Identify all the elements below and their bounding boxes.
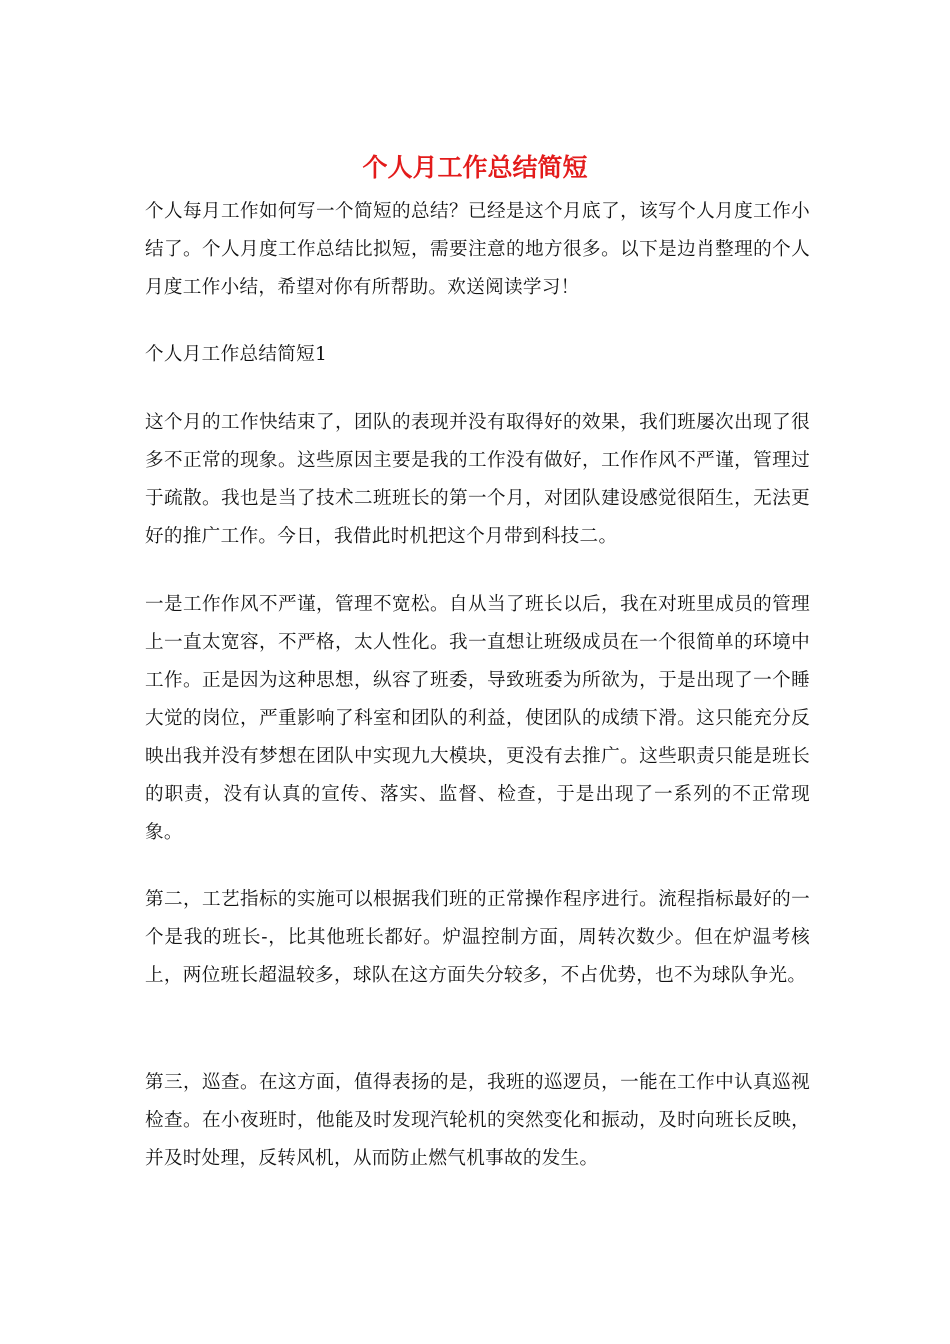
document-title: 个人月工作总结简短 xyxy=(362,153,588,182)
body-paragraph: 第二，工艺指标的实施可以根据我们班的正常操作程序进行。流程指标最好的一个是我的班长-，比其他班长都好。炉温控制方面，周转次数少。但在炉温考核上，两位班长超温较多，球队在这方面失分较多，不占优势，也不为球队争光。 xyxy=(145,889,810,986)
body-paragraph: 一是工作作风不严谨，管理不宽松。自从当了班长以后，我在对班里成员的管理上一直太宽容，不严格，太人性化。我一直想让班级成员在一个很简单的环境中工作。正是因为这种思想，纵容了班委，导致班委为所欲为，于是出现了一个睡大觉的岗位，严重影响了科室和团队的利益，使团队的成绩下滑。这只能充分反映出我并没有梦想在团队中实现九大模块，更没有去推广。这些职责只能是班长的职责，没有认真的宣传、落实、监督、检查，于是出现了一系列的不正常现象。 xyxy=(145,594,810,843)
intro-paragraph: 个人每月工作如何写一个简短的总结？已经是这个月底了，该写个人月度工作小结了。个人月度工作总结比拟短，需要注意的地方很多。以下是边肖整理的个人月度工作小结，希望对你有所帮助。欢送阅读学习！ xyxy=(145,201,810,298)
body-paragraph: 这个月的工作快结束了，团队的表现并没有取得好的效果，我们班屡次出现了很多不正常的现象。这些原因主要是我的工作没有做好，工作作风不严谨，管理过于疏散。我也是当了技术二班班长的第一个月，对团队建设感觉很陌生，无法更好的推广工作。今日，我借此时机把这个月带到科技二。 xyxy=(145,412,810,547)
body-paragraph: 第三，巡查。在这方面，值得表扬的是，我班的巡逻员，一能在工作中认真巡视检查。在小夜班时，他能及时发现汽轮机的突然变化和振动，及时向班长反映，并及时处理，反转风机，从而防止燃气机事故的发生。 xyxy=(145,1072,810,1169)
section-heading: 个人月工作总结简短1 xyxy=(145,344,328,365)
